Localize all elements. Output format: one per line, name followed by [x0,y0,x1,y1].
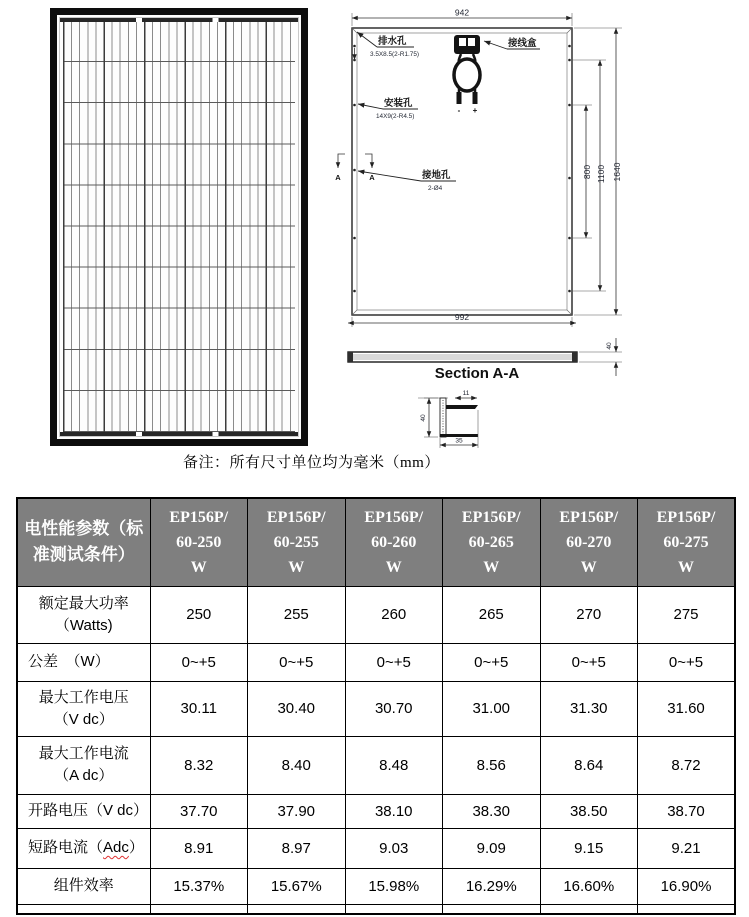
dim-thickness [579,338,622,376]
value-cell: 38.10 [345,794,443,828]
value-cell: 0~+5 [345,643,443,681]
value-cell: 0~+5 [540,643,638,681]
header-model-cell [150,498,248,586]
model-line: W [190,558,207,576]
value-cell: 0~+5 [638,643,736,681]
value-cell: 8.72 [638,736,736,794]
profile-dim-35: 35 [455,437,463,445]
empty-cell [17,904,150,914]
row-tolerance [17,643,735,681]
junction-box-label: 接线盒 [508,38,537,49]
value-cell: 15.37% [150,868,248,904]
row-label-line: 额定最大功率 [38,594,129,612]
row-max-current [17,736,735,794]
panel-bottom-frame-strip [60,432,298,436]
empty-cell [638,904,736,914]
value-cell: 30.70 [345,681,443,736]
row-label-cell: 组件效率 [17,868,150,904]
model-line: EP156P/ [461,508,521,526]
polarity-plus: + [472,106,478,115]
units-note: 备注：所有尺寸单位均为毫米（mm） [183,455,440,471]
value-cell: 31.00 [443,681,541,736]
row-label-line: ） [128,839,144,856]
value-cell: 250 [150,586,248,643]
dim-1640-label: 1640 [612,162,622,182]
row-label-line: 最大工作电压 [38,688,129,706]
row-label-line: 短路电流（ [28,839,104,856]
header-model-cell [540,498,638,586]
section-title: Section A-A [434,365,520,382]
mount-hole-spec: 14X9(2-R4.5) [376,113,415,120]
empty-cell [540,904,638,914]
dimension-drawing [332,8,652,450]
row-label-adc: Adc [103,839,129,856]
model-line: EP156P/ [266,508,326,526]
model-line: EP156P/ [656,508,716,526]
value-cell: 38.50 [540,794,638,828]
table-header-row [17,498,735,586]
row-short-circuit-current [17,828,735,868]
header-model-cell [248,498,346,586]
value-cell: 265 [443,586,541,643]
row-label-line: （A dc） [54,767,114,784]
value-cell: 8.91 [150,828,248,868]
model-line: W [678,558,694,576]
value-cell: 8.97 [248,828,346,868]
drain-hole-label: 排水孔 [378,36,407,47]
frame-profile [418,390,478,448]
thickness-40-label: 40 [606,342,613,350]
connector-minus [457,92,462,104]
empty-row [17,904,735,914]
row-label-cell [17,681,150,736]
junction-box-callout [484,37,540,49]
drain-hole-spec: 3.5X8.5(2-R1.75) [370,51,420,58]
header-param-cell: 电性能参数（标准测试条件） [17,498,150,586]
junction-box [454,35,480,115]
value-cell: 8.56 [443,736,541,794]
empty-cell [150,904,248,914]
dim-942-label: 942 [454,8,470,18]
model-line: EP156P/ [169,508,229,526]
profile-dim-11: 11 [462,390,470,397]
ground-hole-label: 接地孔 [422,170,451,181]
value-cell: 255 [248,586,346,643]
row-label-line: 最大工作电流 [38,745,129,762]
connector-plus [473,92,478,104]
model-line: 60-255 [273,533,319,551]
value-cell: 16.90% [638,868,736,904]
solar-panel-front-view [50,8,308,446]
header-model-cell [345,498,443,586]
value-cell: 0~+5 [443,643,541,681]
dim-right-heights [571,28,622,315]
row-label-cell [17,828,150,868]
value-cell: 30.40 [248,681,346,736]
row-max-voltage [17,681,735,736]
model-line: EP156P/ [559,508,619,526]
row-label-line: （Watts) [54,616,113,634]
mount-hole-label: 安装孔 [384,98,413,109]
value-cell: 8.40 [248,736,346,794]
value-cell: 8.48 [345,736,443,794]
edge-hole-dots [353,45,571,293]
empty-cell [443,904,541,914]
row-label-cell [17,586,150,643]
value-cell: 38.30 [443,794,541,828]
value-cell: 9.03 [345,828,443,868]
model-line: W [483,558,500,576]
model-line: 60-250 [176,533,222,551]
value-cell: 16.60% [540,868,638,904]
value-cell: 260 [345,586,443,643]
mount-hole-callout [358,97,418,120]
model-line: W [580,558,597,576]
value-cell: 8.32 [150,736,248,794]
value-cell: 37.70 [150,794,248,828]
drain-hole-callout [357,32,419,58]
model-line: 60-270 [566,533,612,551]
section-strip [348,352,577,362]
value-cell: 30.11 [150,681,248,736]
value-cell: 8.64 [540,736,638,794]
section-marker-a-right: A [369,173,375,182]
model-line: EP156P/ [364,508,424,526]
dim-1100-label: 1100 [596,164,606,184]
section-markers [335,154,375,182]
value-cell: 275 [638,586,736,643]
empty-cell [248,904,346,914]
model-line: 60-265 [468,533,514,551]
cable-loop [454,59,480,91]
value-cell: 31.30 [540,681,638,736]
header-model-cell [443,498,541,586]
value-cell: 37.90 [248,794,346,828]
dim-992-label: 992 [454,312,470,322]
spec-table [16,497,736,915]
model-line: W [385,558,402,576]
value-cell: 0~+5 [150,643,248,681]
row-open-circuit-voltage [17,794,735,828]
panel-top-frame-strip [60,18,298,22]
model-line: W [288,558,305,576]
row-label-cell [17,736,150,794]
value-cell: 9.15 [540,828,638,868]
value-cell: 0~+5 [248,643,346,681]
value-cell: 9.21 [638,828,736,868]
model-line: 60-275 [663,533,709,551]
ground-hole-spec: 2-Ø4 [428,185,443,192]
row-rated-power [17,586,735,643]
value-cell: 9.09 [443,828,541,868]
empty-cell [345,904,443,914]
row-label-cell: 公差 （W） [17,643,150,681]
row-label-line: （V dc） [53,710,114,728]
value-cell: 15.67% [248,868,346,904]
profile-dim-40: 40 [420,414,427,422]
dim-bottom-width [348,312,576,327]
row-label-cell: 开路电压（V dc） [17,794,150,828]
solar-cell-grid [63,22,295,432]
header-model-cell [638,498,736,586]
dim-800-label: 800 [582,164,592,180]
model-line: 60-260 [371,533,417,551]
row-module-efficiency [17,868,735,904]
section-marker-a-left: A [335,173,341,182]
panel-outline [352,28,572,315]
value-cell: 38.70 [638,794,736,828]
polarity-minus: - [457,106,461,115]
value-cell: 31.60 [638,681,736,736]
value-cell: 16.29% [443,868,541,904]
dim-top-width [352,8,572,26]
value-cell: 270 [540,586,638,643]
value-cell: 15.98% [345,868,443,904]
